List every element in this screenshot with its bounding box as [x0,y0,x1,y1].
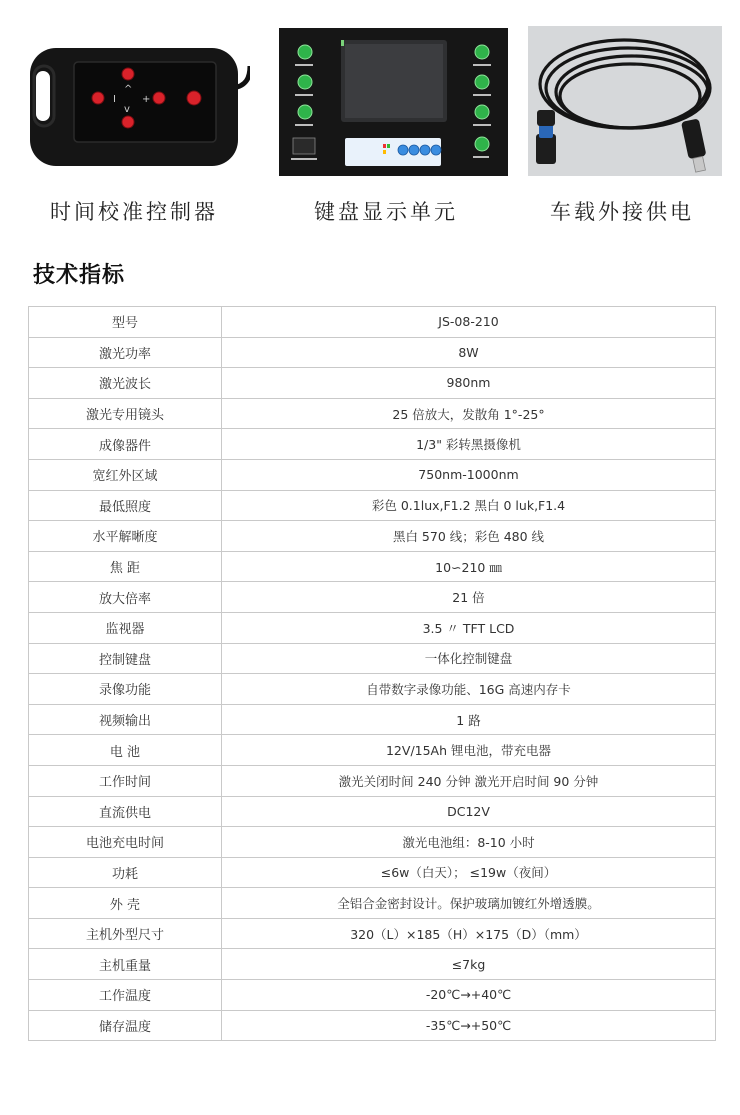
table-row [29,582,716,613]
spec-value: 1/3" 彩转黑摄像机 [222,429,716,460]
spec-label: 录像功能 [29,674,222,705]
spec-label: 直流供电 [29,796,222,827]
table-row [29,949,716,980]
table-row [29,735,716,766]
section-title: 技术指标 [33,263,126,288]
table-row [29,857,716,888]
table-row [29,827,716,858]
spec-label: 放大倍率 [29,582,222,613]
spec-label: 激光波长 [29,368,222,399]
table-row [29,398,716,429]
spec-value: 彩色 0.1lux,F1.2 黑白 0 luk,F1.4 [222,490,716,521]
spec-value: 黑白 570 线；彩色 480 线 [222,521,716,552]
spec-value: 自带数字录像功能、16G 高速内存卡 [222,674,716,705]
spec-value: 320（L）×185（H）×175（D）（mm） [222,918,716,949]
spec-label: 最低照度 [29,490,222,521]
spec-value: 12V/15Ah 锂电池，带充电器 [222,735,716,766]
table-row [29,643,716,674]
table-row [29,521,716,552]
table-row [29,918,716,949]
table-row [29,796,716,827]
spec-label: 视频输出 [29,704,222,735]
spec-label: 型号 [29,307,222,338]
car-power-caption: 车载外接供电 [550,200,694,224]
table-row [29,551,716,582]
controller-caption: 时间校准控制器 [50,200,218,224]
spec-label: 工作时间 [29,765,222,796]
table-row [29,1010,716,1041]
spec-label: 工作温度 [29,980,222,1011]
table-row [29,612,716,643]
spec-value: ≤7kg [222,949,716,980]
table-row [29,368,716,399]
spec-table [28,306,716,1041]
keyboard-display-photo [279,26,508,176]
spec-label: 外 壳 [29,888,222,919]
spec-value: 25 倍放大，发散角 1°-25° [222,398,716,429]
table-row [29,980,716,1011]
spec-value: 全铝合金密封设计。保护玻璃加镀红外增透膜。 [222,888,716,919]
spec-value: 激光关闭时间 240 分钟 激光开启时间 90 分钟 [222,765,716,796]
table-row [29,490,716,521]
spec-value: 激光电池组：8-10 小时 [222,827,716,858]
spec-label: 储存温度 [29,1010,222,1041]
spec-label: 激光功率 [29,337,222,368]
spec-label: 功耗 [29,857,222,888]
spec-label: 焦 距 [29,551,222,582]
spec-label: 水平解晰度 [29,521,222,552]
svg-text:^: ^ [124,84,133,95]
svg-text:I: I [113,94,116,105]
spec-value: 980nm [222,368,716,399]
table-row [29,307,716,338]
spec-label: 激光专用镜头 [29,398,222,429]
spec-label: 监视器 [29,612,222,643]
spec-label: 控制键盘 [29,643,222,674]
spec-value: 8W [222,337,716,368]
spec-label: 主机重量 [29,949,222,980]
car-power-cable-photo [528,26,722,176]
spec-value: 一体化控制键盘 [222,643,716,674]
table-row [29,459,716,490]
spec-value: -20℃→+40℃ [222,980,716,1011]
table-row [29,429,716,460]
table-row [29,337,716,368]
spec-value: ≤6w（白天）； ≤19w（夜间） [222,857,716,888]
spec-label: 宽红外区域 [29,459,222,490]
table-row [29,674,716,705]
spec-label: 电 池 [29,735,222,766]
spec-label: 主机外型尺寸 [29,918,222,949]
svg-text:+: + [142,94,151,105]
spec-label: 成像器件 [29,429,222,460]
table-row [29,765,716,796]
product-photos [0,26,740,176]
spec-value: -35℃→+50℃ [222,1010,716,1041]
controller-photo [28,26,250,176]
spec-value: 1 路 [222,704,716,735]
table-row [29,888,716,919]
spec-value: JS-08-210 [222,307,716,338]
keyboard-display-caption: 键盘显示单元 [314,200,458,224]
spec-value: 3.5 〃 TFT LCD [222,612,716,643]
spec-value: 10∽210 ㎜ [222,551,716,582]
table-row [29,704,716,735]
spec-value: DC12V [222,796,716,827]
spec-value: 21 倍 [222,582,716,613]
svg-text:v: v [124,104,130,115]
spec-value: 750nm-1000nm [222,459,716,490]
spec-label: 电池充电时间 [29,827,222,858]
